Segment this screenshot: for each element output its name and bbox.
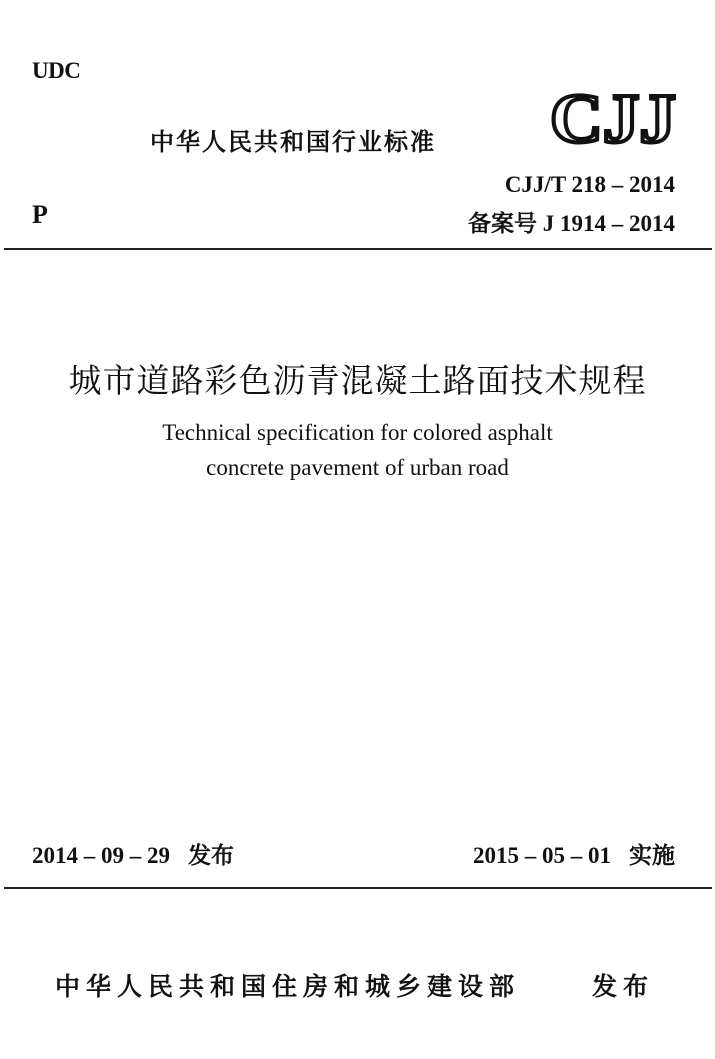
title-english-line-1: Technical specification for colored asphalt [162, 420, 553, 445]
title-english-line-2: concrete pavement of urban road [206, 455, 509, 480]
publish-label: 发布 [592, 972, 655, 1001]
implementation-label: 实施 [629, 843, 675, 868]
implementation-date-block [473, 837, 675, 870]
record-number: 备案号 J 1914 – 2014 [468, 211, 675, 236]
cjj-logo [548, 86, 678, 148]
bottom-divider [4, 887, 712, 889]
cjj-logo-text: CJJ [550, 86, 676, 148]
standard-code: CJJ/T 218 – 2014 [504, 172, 675, 197]
publisher-name: 中华人民共和国住房和城乡建设部 [55, 972, 521, 1001]
implementation-date: 2015 – 05 – 01 [473, 843, 611, 868]
industry-standard-heading: 中华人民共和国行业标准 [150, 128, 436, 156]
issue-date: 2014 – 09 – 29 [32, 843, 170, 868]
classification-code: P [32, 200, 48, 229]
issue-label: 发布 [188, 843, 234, 868]
title-chinese: 城市道路彩色沥青混凝土路面技术规程 [68, 361, 647, 400]
top-divider [4, 248, 712, 250]
udc-label: UDC [32, 58, 81, 83]
issue-date-block [32, 837, 234, 870]
